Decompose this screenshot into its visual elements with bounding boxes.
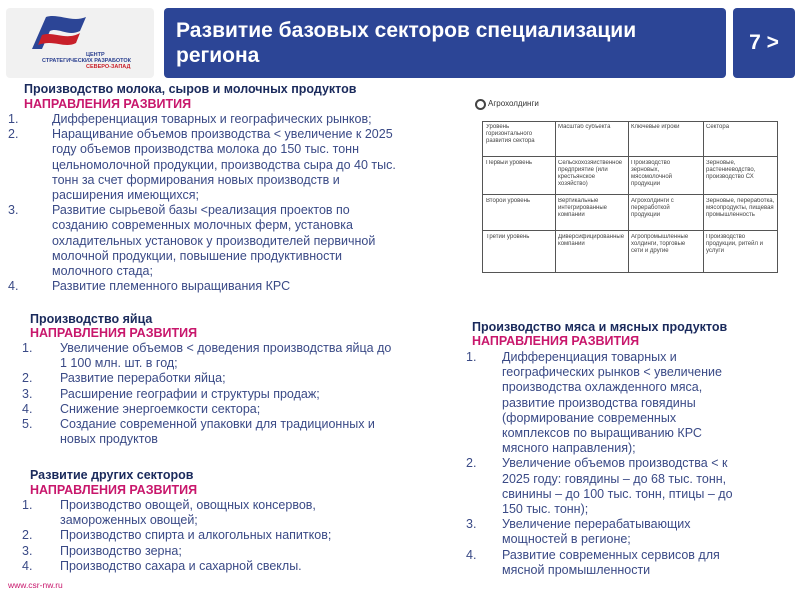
item-text-line: цельномолочной продукции, производства сыра до 40 тыс. xyxy=(52,157,396,172)
table-header-cell: Масштаб субъекта xyxy=(558,124,611,130)
table-header-cell: Уровень горизонтального развития сектора xyxy=(486,124,535,144)
logo-line1: ЦЕНТР xyxy=(86,52,105,58)
eggs-section-subtitle: НАПРАВЛЕНИЯ РАЗВИТИЯ xyxy=(30,326,198,340)
item-text-line: Производство сахара и сахарной свеклы. xyxy=(60,558,302,573)
table-cell: Третий уровень xyxy=(486,234,530,240)
bullet-circle-icon xyxy=(475,99,486,110)
item-text-line: Развитие современных сервисов для xyxy=(502,547,720,562)
slide-header xyxy=(164,8,726,78)
item-number: 4. xyxy=(466,547,477,562)
item-number: 1. xyxy=(466,350,477,364)
table-cell: Агрохолдинги с переработкой продукции xyxy=(631,198,674,218)
milk-direction-item xyxy=(8,127,468,203)
other-section-subtitle: НАПРАВЛЕНИЯ РАЗВИТИЯ xyxy=(30,483,198,497)
item-text-line: мясной промышленности xyxy=(502,562,651,577)
item-text-line: молочной продукции, повышение продуктивности xyxy=(52,248,343,263)
item-text-line: охладительных установок у производителей первичной xyxy=(52,233,376,248)
table-cell: Зерновые, растениеводство, производство СХ xyxy=(706,160,756,180)
item-text-line: созданию современных молочных ферм, установка xyxy=(52,218,353,233)
item-number: 3. xyxy=(22,543,33,558)
item-text-line: комплексов по выращиванию КРС xyxy=(502,426,702,441)
other-section-title: Развитие других секторов xyxy=(30,468,194,482)
next-page-button[interactable]: 7 > xyxy=(733,8,795,78)
table-header-cell: Сектора xyxy=(706,124,730,130)
item-number: 3. xyxy=(22,386,33,401)
table-header-cell: Ключевые игроки xyxy=(631,124,680,130)
meat-directions-list xyxy=(466,350,796,578)
item-text-line: развитие производства говядины xyxy=(502,395,696,410)
item-number: 4. xyxy=(22,558,33,573)
item-number: 3. xyxy=(8,203,19,218)
item-text-line: Производство спирта и алкогольных напитков; xyxy=(60,528,332,543)
eggs-directions-list xyxy=(22,341,452,447)
item-text-line: 1 100 млн. шт. в год; xyxy=(60,356,178,371)
logo-flag-icon xyxy=(28,13,88,53)
item-text-line: географических рынков < увеличение xyxy=(502,365,722,380)
other-directions-list xyxy=(22,498,452,574)
item-text-line: Увеличение объемов производства < к xyxy=(502,456,728,471)
item-text-line: году объемов производства молока до 150 тыс. тонн xyxy=(52,142,359,157)
other-direction-item xyxy=(22,544,452,559)
footer-url[interactable]: www.csr-nw.ru xyxy=(8,580,63,590)
meat-direction-item xyxy=(466,456,796,517)
item-text-line: Расширение географии и структуры продаж; xyxy=(60,386,320,401)
eggs-direction-item xyxy=(22,371,452,386)
other-direction-item xyxy=(22,528,452,543)
table-cell: Зерновые, переработка, мясопродукты, пищевая промышленность xyxy=(706,198,775,218)
milk-directions-list xyxy=(8,112,468,294)
item-text-line: Развитие племенного выращивания КРС xyxy=(52,279,291,294)
slide-title-line1: Развитие базовых секторов специализации xyxy=(176,19,637,42)
item-number: 3. xyxy=(466,517,477,532)
item-text-line: молочного стада; xyxy=(52,264,153,279)
table-cell: Второй уровень xyxy=(486,198,531,204)
table-cell: Производство зерновых, мясомолочной продукции xyxy=(631,160,673,187)
eggs-direction-item xyxy=(22,341,452,371)
item-number: 1. xyxy=(8,112,19,126)
eggs-direction-item xyxy=(22,402,452,417)
item-text-line: новых продуктов xyxy=(60,432,158,447)
item-number: 2. xyxy=(466,456,477,471)
table-cell: Вертикальные интегрированные компании xyxy=(558,198,607,218)
logo-line2: СТРАТЕГИЧЕСКИХ РАЗРАБОТОК xyxy=(42,58,132,64)
meat-section-subtitle: НАПРАВЛЕНИЯ РАЗВИТИЯ xyxy=(472,334,640,348)
item-text-line: Дифференциация товарных и xyxy=(502,350,677,364)
item-number: 4. xyxy=(22,401,33,416)
milk-direction-item xyxy=(8,203,468,279)
logo xyxy=(6,8,154,78)
item-text-line: мощностей в регионе; xyxy=(502,532,631,547)
milk-section-subtitle: НАПРАВЛЕНИЯ РАЗВИТИЯ xyxy=(24,97,192,111)
milk-direction-item xyxy=(8,112,468,127)
slide-title xyxy=(176,18,636,68)
item-number: 2. xyxy=(22,371,33,386)
item-text-line: расширения имеющихся; xyxy=(52,188,199,203)
item-text-line: мясного направления); xyxy=(502,441,636,456)
meat-direction-item xyxy=(466,517,796,547)
item-number: 5. xyxy=(22,417,33,432)
item-number: 2. xyxy=(8,127,19,142)
item-text-line: свинины – до 100 тыс. тонн, птицы – до xyxy=(502,486,733,501)
item-text-line: 150 тыс. тонн); xyxy=(502,502,589,517)
table-cell: Агропромышленные холдинги, торговые сети и другие xyxy=(631,234,689,254)
item-text-line: замороженных овощей; xyxy=(60,513,198,528)
item-text-line: Развитие переработки яйца; xyxy=(60,371,226,386)
table-cell: Первый уровень xyxy=(486,160,533,166)
agroholdings-table xyxy=(472,97,780,279)
item-text-line: Развитие сырьевой базы <реализация проектов по xyxy=(52,203,350,218)
other-direction-item xyxy=(22,559,452,574)
item-text-line: Снижение энергоемкости сектора; xyxy=(60,401,261,416)
eggs-direction-item xyxy=(22,387,452,402)
eggs-direction-item xyxy=(22,417,452,447)
meat-direction-item xyxy=(466,548,796,578)
table-cell: Производство продукции, ритейл и услуги xyxy=(706,234,763,254)
eggs-section-title: Производство яйца xyxy=(30,312,153,326)
other-direction-item xyxy=(22,498,452,528)
item-text-line: Производство овощей, овощных консервов, xyxy=(60,498,316,512)
item-text-line: Дифференциация товарных и географических рынков; xyxy=(52,112,372,126)
item-number: 1. xyxy=(22,498,33,512)
item-text-line: Наращивание объемов производства < увеличение к 2025 xyxy=(52,127,393,142)
item-text-line: Создание современной упаковки для традиционных и xyxy=(60,417,375,432)
agroholdings-caption: Агрохолдинги xyxy=(488,99,539,108)
table-cell: Диверсифицированные компании xyxy=(558,234,624,247)
item-number: 1. xyxy=(22,341,33,355)
item-text-line: 2025 году: говядины – до 68 тыс. тонн, xyxy=(502,471,727,486)
item-number: 2. xyxy=(22,528,33,543)
meat-section-title: Производство мяса и мясных продуктов xyxy=(472,320,728,334)
meat-direction-item xyxy=(466,350,796,456)
item-text-line: Производство зерна; xyxy=(60,543,182,558)
milk-section-title: Производство молока, сыров и молочных продуктов xyxy=(24,82,357,96)
table-cell: Сельскохозяйственное предприятие (или крестьянское хозяйство) xyxy=(558,160,623,187)
item-text-line: производства охлажденного мяса, xyxy=(502,380,703,395)
slide-title-line2: региона xyxy=(176,44,260,67)
item-text-line: (формирование современных xyxy=(502,410,677,425)
item-number: 4. xyxy=(8,279,19,294)
item-text-line: Увеличение перерабатывающих xyxy=(502,517,691,532)
logo-line3: СЕВЕРО-ЗАПАД xyxy=(86,64,131,70)
milk-direction-item xyxy=(8,279,468,294)
item-text-line: Увеличение объемов < доведения производства яйца до xyxy=(60,341,392,355)
item-text-line: тонн за счет формирования новых производств и xyxy=(52,172,340,187)
